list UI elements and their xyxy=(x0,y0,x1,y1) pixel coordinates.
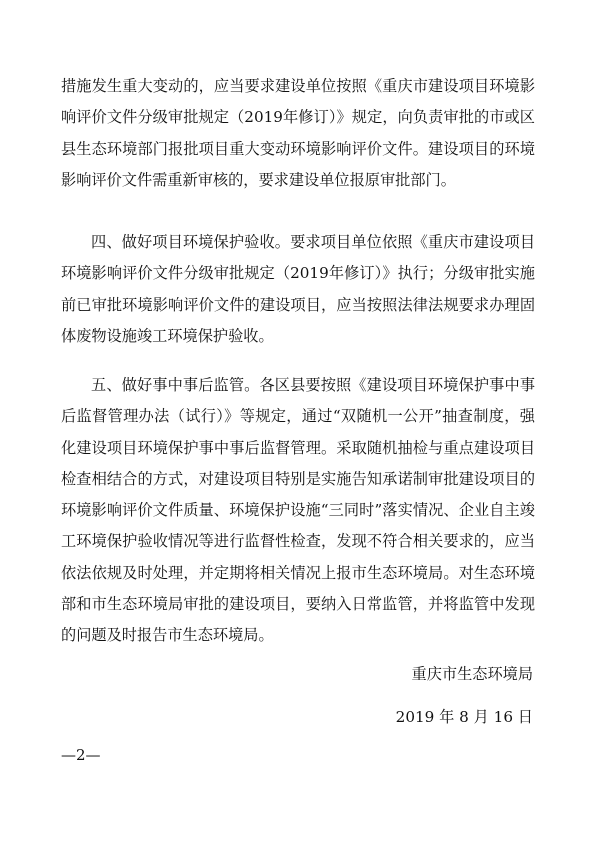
paragraph-item-4: 四、做好项目环境保护验收。要求项目单位依照《重庆市建设项目环境影响评价文件分级审批规定（2019年修订）》执行；分级审批实施前已审批环境影响评价文件的建设项目，应当按照法律法规要求办理固体废物设施竣工环境保护验收。 xyxy=(61,233,535,345)
page-number: —2— xyxy=(61,746,101,764)
paragraph-item-5: 五、做好事中事后监管。各区县要按照《建设项目环境保护事中事后监督管理办法（试行）》等规定，通过“双随机一公开”抽查制度，强化建设项目环境保护事中事后监督管理。采取随机抽检与重点建设项目检查相结合的方式，对建设项目特别是实施告知承诺制审批建设项目的环境影响评价文件质量、环境保护设施“三同时”落实情况、企业自主竣工环境保护验收情况等进行监督性检查，发现不符合相关要求的，应当依法依规及时处理，并定期将相关情况上报市生态环境局。对生态环境部和市生态环境局审批的建设项目，要纳入日常监管，并将监管中发现的问题及时报告市生态环境局。 xyxy=(61,376,535,645)
signature-date: 2019 年 8 月 16 日 xyxy=(395,708,533,726)
signature-organization: 重庆市生态环境局 xyxy=(411,665,533,683)
paragraph-continuation: 措施发生重大变动的，应当要求建设单位按照《重庆市建设项目环境影响评价文件分级审批规定（2019年修订）》规定，向负责审批的市或区县生态环境部门报批项目重大变动环境影响评价文件。建设项目的环境影响评价文件需重新审核的，要求建设单位报原审批部门。 xyxy=(61,77,535,189)
